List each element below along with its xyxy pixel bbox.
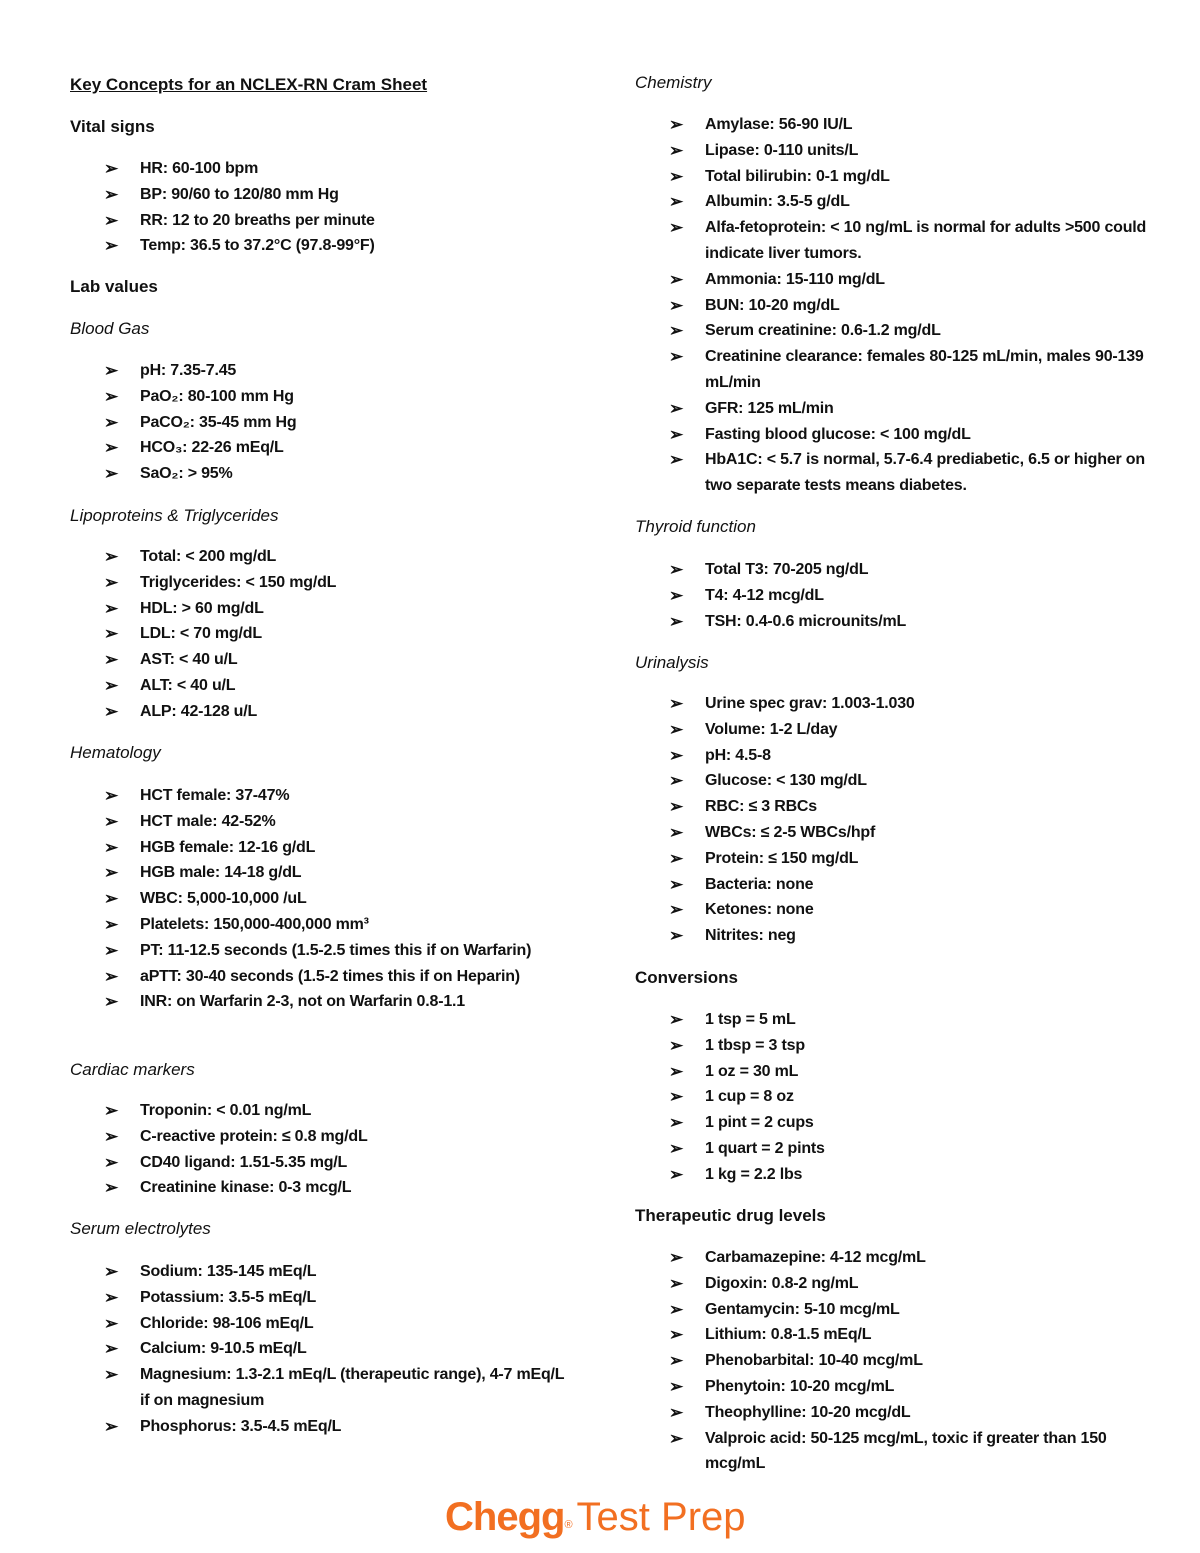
arrow-bullet-icon: ➢ — [669, 694, 684, 713]
list-item-text: 1 oz = 30 mL — [705, 1062, 799, 1080]
list-item — [635, 717, 915, 743]
list-item — [70, 358, 296, 384]
list-item — [70, 1098, 368, 1124]
list-item-text: Theophylline: 10-20 mcg/dL — [705, 1403, 911, 1421]
list-item — [635, 344, 1155, 396]
arrow-bullet-icon: ➢ — [669, 1273, 684, 1293]
list-item — [635, 447, 1155, 499]
list-item — [635, 557, 906, 583]
arrow-bullet-icon: ➢ — [669, 166, 684, 186]
section-heading-hematology: Hematology — [70, 743, 161, 762]
arrow-bullet-icon: ➢ — [104, 940, 119, 960]
list-item-text: LDL: < 70 mg/dL — [140, 625, 262, 643]
list-item-text: Creatinine kinase: 0-3 mcg/L — [140, 1179, 352, 1197]
list-item-text: RBC: ≤ 3 RBCs — [705, 798, 817, 816]
list-item — [70, 1362, 570, 1414]
arrow-bullet-icon: ➢ — [669, 900, 684, 920]
list-item — [635, 1322, 1155, 1348]
list-item-text: Triglycerides: < 150 mg/dL — [140, 573, 337, 591]
arrow-bullet-icon: ➢ — [104, 1365, 119, 1385]
arrow-bullet-icon: ➢ — [669, 1035, 684, 1055]
lipoproteins-list — [70, 544, 336, 725]
list-item-text: Platelets: 150,000-400,000 mm³ — [140, 915, 369, 933]
arrow-bullet-icon: ➢ — [104, 1126, 119, 1146]
list-item — [70, 621, 336, 647]
list-item-text: CD40 ligand: 1.51-5.35 mg/L — [140, 1153, 348, 1171]
arrow-bullet-icon: ➢ — [669, 926, 684, 946]
arrow-bullet-icon: ➢ — [669, 585, 684, 605]
arrow-bullet-icon: ➢ — [104, 184, 119, 204]
logo-product-name: Test Prep — [576, 1495, 746, 1539]
arrow-bullet-icon: ➢ — [104, 412, 119, 432]
list-item — [635, 1136, 825, 1162]
arrow-bullet-icon: ➢ — [669, 1164, 684, 1184]
vital-signs-list — [70, 156, 375, 259]
serum-electrolytes-list — [70, 1259, 570, 1440]
list-item — [70, 699, 336, 725]
conversions-list — [635, 1007, 825, 1188]
list-item-text: Glucose: < 130 mg/dL — [705, 772, 867, 790]
list-item — [70, 647, 336, 673]
logo-registered-mark: ® — [564, 1519, 573, 1531]
list-item — [635, 1374, 1155, 1400]
list-item-text: HR: 60-100 bpm — [140, 160, 259, 177]
list-item-text: HGB male: 14-18 g/dL — [140, 864, 302, 882]
arrow-bullet-icon: ➢ — [669, 424, 684, 444]
list-item — [70, 1414, 570, 1440]
chegg-test-prep-logo — [445, 1491, 746, 1543]
list-item — [635, 691, 915, 717]
list-item — [70, 410, 296, 436]
arrow-bullet-icon: ➢ — [669, 1061, 684, 1081]
section-heading-serum-electrolytes: Serum electrolytes — [70, 1219, 211, 1238]
list-item-text: RR: 12 to 20 breaths per minute — [140, 211, 375, 229]
arrow-bullet-icon: ➢ — [669, 848, 684, 868]
arrow-bullet-icon: ➢ — [669, 269, 684, 289]
arrow-bullet-icon: ➢ — [669, 1376, 684, 1396]
arrow-bullet-icon: ➢ — [669, 1248, 684, 1267]
list-item-text: 1 tbsp = 3 tsp — [705, 1036, 805, 1054]
list-item — [635, 1059, 825, 1085]
list-item-text: PaO₂: 80-100 mm Hg — [140, 387, 294, 405]
list-item-text: GFR: 125 mL/min — [705, 399, 834, 417]
list-item — [635, 609, 906, 635]
list-item-text: PaCO₂: 35-45 mm Hg — [140, 413, 297, 431]
arrow-bullet-icon: ➢ — [104, 210, 119, 230]
list-item — [70, 860, 531, 886]
list-item-text: Magnesium: 1.3-2.1 mEq/L (therapeutic range), 4-7 mEq/L if on magnesium — [140, 1366, 565, 1409]
list-item — [635, 164, 1155, 190]
list-item — [70, 1259, 570, 1285]
section-heading-chemistry: Chemistry — [635, 73, 712, 92]
arrow-bullet-icon: ➢ — [669, 874, 684, 894]
list-item-text: WBC: 5,000-10,000 /uL — [140, 890, 307, 908]
arrow-bullet-icon: ➢ — [669, 771, 684, 791]
list-item — [70, 1336, 570, 1362]
arrow-bullet-icon: ➢ — [669, 321, 684, 341]
arrow-bullet-icon: ➢ — [104, 1262, 119, 1281]
list-item — [635, 897, 915, 923]
list-item-text: Nitrites: neg — [705, 927, 796, 945]
list-item-text: Lithium: 0.8-1.5 mEq/L — [705, 1326, 872, 1344]
thyroid-list — [635, 557, 906, 634]
list-item-text: ALT: < 40 u/L — [140, 676, 236, 694]
hematology-list — [70, 783, 531, 1015]
section-heading-thyroid: Thyroid function — [635, 517, 756, 536]
arrow-bullet-icon: ➢ — [104, 386, 119, 406]
list-item — [635, 1162, 825, 1188]
list-item — [70, 886, 531, 912]
list-item-text: Phosphorus: 3.5-4.5 mEq/L — [140, 1417, 342, 1435]
arrow-bullet-icon: ➢ — [669, 1428, 684, 1448]
list-item-text: Amylase: 56-90 IU/L — [705, 116, 853, 133]
section-heading-lipoproteins: Lipoproteins & Triglycerides — [70, 506, 279, 525]
list-item-text: Total bilirubin: 0-1 mg/dL — [705, 167, 890, 185]
arrow-bullet-icon: ➢ — [669, 295, 684, 315]
list-item-text: Protein: ≤ 150 mg/dL — [705, 849, 859, 867]
arrow-bullet-icon: ➢ — [669, 1138, 684, 1158]
list-item-text: Ammonia: 15-110 mg/dL — [705, 270, 885, 288]
list-item — [70, 1124, 368, 1150]
arrow-bullet-icon: ➢ — [104, 837, 119, 857]
list-item — [70, 156, 375, 182]
list-item-text: Ketones: none — [705, 901, 814, 919]
list-item-text: HbA1C: < 5.7 is normal, 5.7-6.4 prediabetic, 6.5 or higher on two separate tests means diabetes. — [705, 451, 1145, 495]
list-item-text: ALP: 42-128 u/L — [140, 702, 258, 720]
section-heading-vital-signs: Vital signs — [70, 117, 155, 136]
list-item — [70, 835, 531, 861]
arrow-bullet-icon: ➢ — [669, 192, 684, 212]
chemistry-list — [635, 112, 1155, 499]
list-item-text: Creatinine clearance: females 80-125 mL/min, males 90-139 mL/min — [705, 348, 1144, 391]
arrow-bullet-icon: ➢ — [104, 966, 119, 986]
list-item-text: Total: < 200 mg/dL — [140, 548, 277, 565]
list-item-text: Urine spec grav: 1.003-1.030 — [705, 695, 915, 712]
arrow-bullet-icon: ➢ — [104, 675, 119, 695]
list-item-text: TSH: 0.4-0.6 microunits/mL — [705, 612, 907, 630]
list-item-text: Calcium: 9-10.5 mEq/L — [140, 1340, 307, 1358]
list-item-text: Lipase: 0-110 units/L — [705, 141, 859, 159]
section-heading-cardiac-markers: Cardiac markers — [70, 1060, 195, 1079]
arrow-bullet-icon: ➢ — [669, 1402, 684, 1422]
arrow-bullet-icon: ➢ — [104, 992, 119, 1012]
section-heading-urinalysis: Urinalysis — [635, 653, 709, 672]
arrow-bullet-icon: ➢ — [104, 464, 119, 484]
list-item — [70, 809, 531, 835]
page-title: Key Concepts for an NCLEX-RN Cram Sheet — [70, 75, 428, 94]
arrow-bullet-icon: ➢ — [669, 218, 684, 238]
section-heading-drug-levels: Therapeutic drug levels — [635, 1206, 826, 1225]
list-item — [635, 112, 1155, 138]
list-item-text: Phenytoin: 10-20 mcg/mL — [705, 1377, 895, 1395]
list-item — [635, 1426, 1155, 1478]
list-item-text: HDL: > 60 mg/dL — [140, 599, 264, 617]
arrow-bullet-icon: ➢ — [104, 438, 119, 458]
list-item-text: HCT female: 37-47% — [140, 787, 290, 804]
arrow-bullet-icon: ➢ — [104, 650, 119, 670]
list-item-text: 1 tsp = 5 mL — [705, 1011, 796, 1028]
arrow-bullet-icon: ➢ — [104, 1178, 119, 1198]
list-item — [70, 989, 531, 1015]
list-item-text: Temp: 36.5 to 37.2°C (97.8-99°F) — [140, 237, 375, 255]
list-item-text: Phenobarbital: 10-40 mcg/mL — [705, 1352, 923, 1370]
arrow-bullet-icon: ➢ — [104, 624, 119, 644]
list-item — [70, 1285, 570, 1311]
list-item — [70, 783, 531, 809]
arrow-bullet-icon: ➢ — [669, 1351, 684, 1371]
list-item — [70, 1311, 570, 1337]
list-item — [70, 182, 375, 208]
list-item-text: pH: 4.5-8 — [705, 746, 771, 764]
arrow-bullet-icon: ➢ — [104, 1152, 119, 1172]
list-item — [635, 1084, 825, 1110]
arrow-bullet-icon: ➢ — [104, 914, 119, 934]
arrow-bullet-icon: ➢ — [104, 598, 119, 618]
list-item — [635, 422, 1155, 448]
arrow-bullet-icon: ➢ — [669, 115, 684, 134]
drug-levels-list — [635, 1245, 1155, 1477]
list-item — [635, 215, 1155, 267]
list-item-text: Gentamycin: 5-10 mcg/mL — [705, 1300, 900, 1318]
arrow-bullet-icon: ➢ — [104, 1313, 119, 1333]
list-item — [70, 208, 375, 234]
blood-gas-list — [70, 358, 296, 487]
list-item — [635, 267, 1155, 293]
list-item-text: Chloride: 98-106 mEq/L — [140, 1314, 314, 1332]
list-item — [635, 138, 1155, 164]
list-item — [635, 1271, 1155, 1297]
list-item — [70, 384, 296, 410]
section-heading-lab-values: Lab values — [70, 277, 158, 296]
arrow-bullet-icon: ➢ — [669, 1010, 684, 1029]
list-item — [635, 318, 1155, 344]
list-item — [70, 673, 336, 699]
list-item — [70, 596, 336, 622]
list-item-text: PT: 11-12.5 seconds (1.5-2.5 times this if on Warfarin) — [140, 941, 532, 959]
list-item — [635, 923, 915, 949]
arrow-bullet-icon: ➢ — [669, 1325, 684, 1345]
arrow-bullet-icon: ➢ — [669, 1113, 684, 1133]
list-item-text: Serum creatinine: 0.6-1.2 mg/dL — [705, 322, 941, 340]
list-item — [635, 583, 906, 609]
section-heading-conversions: Conversions — [635, 968, 738, 987]
arrow-bullet-icon: ➢ — [104, 1339, 119, 1359]
list-item — [635, 1245, 1155, 1271]
list-item — [70, 233, 375, 259]
arrow-bullet-icon: ➢ — [104, 1416, 119, 1436]
arrow-bullet-icon: ➢ — [104, 361, 119, 380]
arrow-bullet-icon: ➢ — [104, 572, 119, 592]
arrow-bullet-icon: ➢ — [669, 822, 684, 842]
list-item-text: pH: 7.35-7.45 — [140, 362, 237, 379]
arrow-bullet-icon: ➢ — [669, 450, 684, 470]
list-item — [70, 1150, 368, 1176]
list-item-text: 1 pint = 2 cups — [705, 1114, 814, 1132]
arrow-bullet-icon: ➢ — [104, 863, 119, 883]
arrow-bullet-icon: ➢ — [669, 797, 684, 817]
list-item-text: Albumin: 3.5-5 g/dL — [705, 193, 850, 211]
list-item-text: HCT male: 42-52% — [140, 812, 276, 830]
list-item-text: Troponin: < 0.01 ng/mL — [140, 1102, 312, 1119]
list-item — [635, 1033, 825, 1059]
list-item — [635, 293, 1155, 319]
list-item — [635, 1348, 1155, 1374]
list-item — [635, 1110, 825, 1136]
list-item — [635, 872, 915, 898]
list-item-text: WBCs: ≤ 2-5 WBCs/hpf — [705, 823, 876, 841]
list-item-text: SaO₂: > 95% — [140, 465, 233, 483]
arrow-bullet-icon: ➢ — [669, 611, 684, 631]
list-item — [70, 1175, 368, 1201]
arrow-bullet-icon: ➢ — [669, 1299, 684, 1319]
list-item-text: C-reactive protein: ≤ 0.8 mg/dL — [140, 1127, 368, 1145]
list-item — [635, 396, 1155, 422]
arrow-bullet-icon: ➢ — [669, 719, 684, 739]
list-item-text: AST: < 40 u/L — [140, 651, 238, 669]
arrow-bullet-icon: ➢ — [104, 786, 119, 805]
list-item — [635, 743, 915, 769]
list-item — [70, 461, 296, 487]
list-item-text: T4: 4-12 mcg/dL — [705, 586, 824, 604]
list-item-text: Alfa-fetoprotein: < 10 ng/mL is normal for adults >500 could indicate liver tumors. — [705, 219, 1147, 262]
arrow-bullet-icon: ➢ — [669, 347, 684, 367]
arrow-bullet-icon: ➢ — [104, 1287, 119, 1307]
list-item-text: Valproic acid: 50-125 mcg/mL, toxic if greater than 150 mcg/mL — [705, 1429, 1107, 1473]
list-item — [70, 570, 336, 596]
list-item-text: HGB female: 12-16 g/dL — [140, 838, 316, 856]
list-item — [635, 768, 915, 794]
list-item-text: Carbamazepine: 4-12 mcg/mL — [705, 1249, 926, 1266]
urinalysis-list — [635, 691, 915, 949]
list-item-text: Potassium: 3.5-5 mEq/L — [140, 1288, 317, 1306]
list-item — [635, 794, 915, 820]
list-item-text: Fasting blood glucose: < 100 mg/dL — [705, 425, 971, 443]
logo-brand: Chegg — [445, 1495, 565, 1539]
arrow-bullet-icon: ➢ — [669, 560, 684, 579]
arrow-bullet-icon: ➢ — [104, 547, 119, 566]
list-item — [635, 1297, 1155, 1323]
list-item-text: 1 quart = 2 pints — [705, 1139, 825, 1157]
list-item — [635, 189, 1155, 215]
list-item — [635, 846, 915, 872]
list-item-text: Sodium: 135-145 mEq/L — [140, 1263, 317, 1280]
list-item — [635, 1007, 825, 1033]
list-item-text: aPTT: 30-40 seconds (1.5-2 times this if on Heparin) — [140, 967, 520, 985]
list-item — [70, 544, 336, 570]
list-item-text: HCO₃: 22-26 mEq/L — [140, 439, 284, 457]
list-item — [635, 1400, 1155, 1426]
list-item-text: Digoxin: 0.8-2 ng/mL — [705, 1274, 859, 1292]
list-item-text: Bacteria: none — [705, 875, 814, 893]
arrow-bullet-icon: ➢ — [669, 745, 684, 765]
list-item — [635, 820, 915, 846]
list-item — [70, 964, 531, 990]
section-heading-blood-gas: Blood Gas — [70, 319, 150, 338]
list-item-text: Total T3: 70-205 ng/dL — [705, 561, 869, 578]
arrow-bullet-icon: ➢ — [669, 140, 684, 160]
arrow-bullet-icon: ➢ — [104, 159, 119, 178]
list-item — [70, 435, 296, 461]
list-item-text: 1 kg = 2.2 lbs — [705, 1165, 803, 1183]
arrow-bullet-icon: ➢ — [669, 1087, 684, 1107]
arrow-bullet-icon: ➢ — [104, 701, 119, 721]
cardiac-markers-list — [70, 1098, 368, 1201]
list-item-text: INR: on Warfarin 2-3, not on Warfarin 0.8-1.1 — [140, 993, 465, 1011]
arrow-bullet-icon: ➢ — [104, 1101, 119, 1120]
arrow-bullet-icon: ➢ — [104, 889, 119, 909]
arrow-bullet-icon: ➢ — [104, 811, 119, 831]
list-item-text: BP: 90/60 to 120/80 mm Hg — [140, 185, 339, 203]
arrow-bullet-icon: ➢ — [669, 398, 684, 418]
arrow-bullet-icon: ➢ — [104, 236, 119, 256]
list-item-text: 1 cup = 8 oz — [705, 1088, 794, 1106]
list-item — [70, 938, 531, 964]
list-item-text: Volume: 1-2 L/day — [705, 720, 838, 738]
list-item — [70, 912, 531, 938]
list-item-text: BUN: 10-20 mg/dL — [705, 296, 840, 314]
